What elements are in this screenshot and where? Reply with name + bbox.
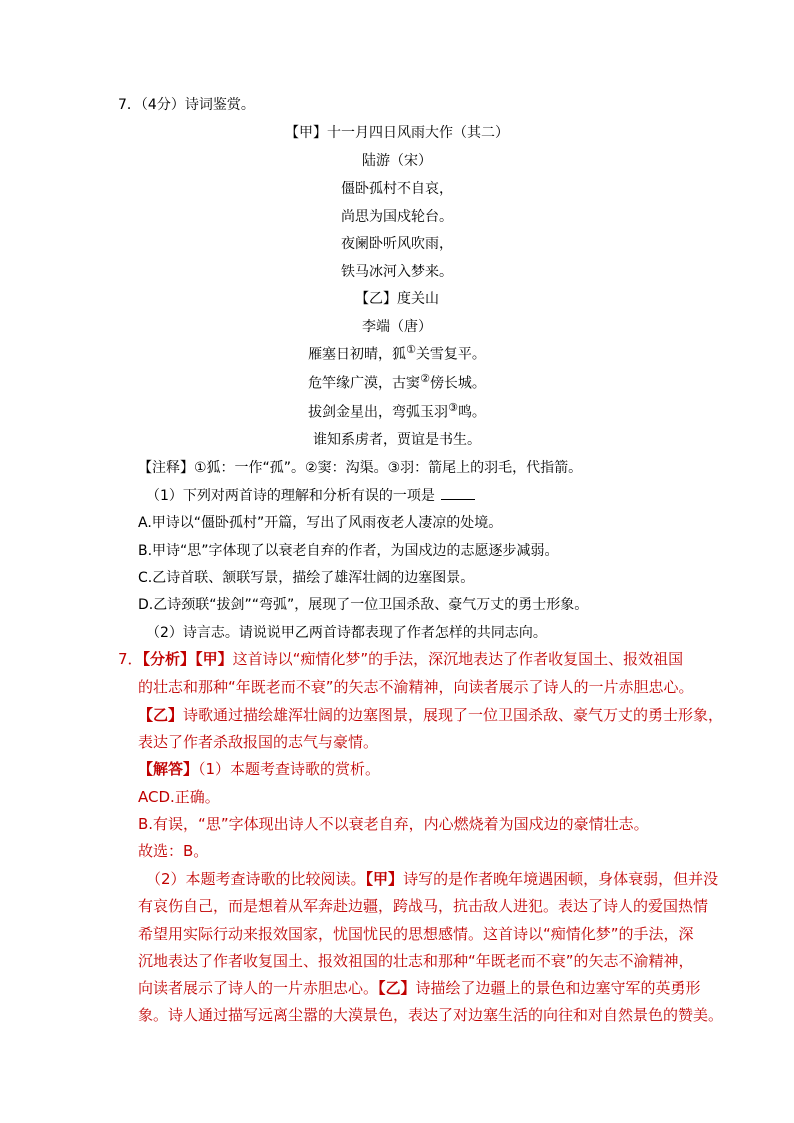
answer-p2-line-3: 希望用实际行动来报效国家，忧国忧民的思想感情。这首诗以“痴情化梦”的手法，深	[138, 925, 694, 943]
poem-a-author: 陆游（宋）	[362, 153, 432, 169]
poem-b-line-4: 谁知系虏者，贾谊是书生。	[313, 432, 481, 448]
poem-a-line-2: 尚思为国戍轮台。	[341, 209, 453, 225]
answer-analysis-line-2: 的壮志和那种“年既老而不衰”的矢志不渝精神，向读者展示了诗人的一片赤胆忠心。	[138, 678, 694, 696]
poem-b-line-2: 危竿缘广漠，古窦②傍长城。	[308, 372, 486, 392]
analysis-tag: 【分析】	[142, 650, 196, 668]
answer-solve-line-1: 【解答】（1）本题考查诗歌的赏析。	[138, 760, 381, 778]
footnote-marker-1: ①	[406, 343, 416, 356]
answer-solve-line-3: B.有误，“思”字体现出诗人不以衰老自弃，内心燃烧着为国戍边的豪情壮志。	[138, 815, 649, 833]
answer-p2-line-2: 有哀伤自己，而是想着从军奔赴边疆，跨战马，抗击敌人进犯。表达了诗人的爱国热情	[138, 897, 709, 915]
p2-poem-b-tag: 【乙】	[378, 979, 416, 997]
poem-b-line-1: 雁塞日初晴，狐①关雪复平。	[308, 343, 486, 363]
answer-analysis-line-1: 7．【分析】【甲】这首诗以“痴情化梦”的手法，深沉地表达了作者收复国土、报效祖国	[118, 650, 684, 668]
solve-tag: 【解答】	[138, 760, 199, 778]
answer-analysis-line-3: 【乙】诗歌通过描绘雄浑壮阔的边塞图景，展现了一位卫国杀敌、豪气万丈的勇士形象，	[138, 706, 724, 724]
poem-a-line-3: 夜阑卧听风吹雨，	[341, 236, 453, 252]
sub-question-2: （2）诗言志。请说说甲乙两首诗都表现了作者怎样的共同志向。	[146, 625, 547, 641]
poem-a-line-4: 铁马冰河入梦来。	[341, 264, 453, 280]
sub-question-1: （1）下列对两首诗的理解和分析有误的一项是	[146, 485, 475, 505]
poem-a-line-1: 僵卧孤村不自哀，	[341, 181, 453, 197]
option-b: B.甲诗“思”字体现了以衰老自弃的作者，为国戍边的志愿逐步减弱。	[138, 543, 559, 559]
answer-p2-line-1: （2）本题考查诗歌的比较阅读。【甲】诗写的是作者晚年境遇困顿，身体衰弱，但并没	[146, 870, 719, 888]
answer-blank	[441, 486, 475, 500]
poem-b-author: 李端（唐）	[362, 319, 432, 335]
answer-p2-line-4: 沉地表达了作者收复国土、报效祖国的壮志和那种“年既老而不衰”的矢志不渝精神，	[138, 952, 694, 970]
option-d: D.乙诗颈联“拔剑”“弯弧”，展现了一位卫国杀敌、豪气万丈的勇士形象。	[138, 597, 589, 613]
footnote-marker-2: ②	[420, 372, 430, 385]
p2-poem-a-tag: 【甲】	[365, 870, 404, 888]
poem-b-tag: 【乙】	[138, 706, 184, 724]
answer-solve-line-2: ACD.正确。	[138, 788, 220, 806]
answer-solve-line-4: 故选：B。	[138, 842, 209, 860]
annotation-note: 【注释】①狐：一作“孤”。②窦：沟渠。③羽：箭尾上的羽毛，代指箭。	[138, 460, 583, 476]
footnote-marker-3: ③	[448, 401, 458, 414]
question-heading: 7．（4分）诗词鉴赏。	[118, 97, 255, 113]
poem-a-tag: 【甲】	[195, 650, 233, 668]
answer-p2-line-6: 象。诗人通过描写远离尘嚣的大漠景色，表达了对边塞生活的向往和对自然景色的赞美。	[138, 1006, 724, 1024]
option-c: C.乙诗首联、颔联写景，描绘了雄浑壮阔的边塞图景。	[138, 570, 475, 586]
option-a: A.甲诗以“僵卧孤村”开篇，写出了风雨夜老人凄凉的处境。	[138, 515, 503, 531]
poem-b-line-3: 拔剑金星出，弯弧玉羽③鸣。	[308, 401, 486, 421]
answer-analysis-line-4: 表达了作者杀敌报国的志气与豪情。	[138, 733, 379, 751]
poem-a-title: 【甲】十一月四日风雨大作（其二）	[285, 125, 509, 141]
poem-b-title: 【乙】度关山	[355, 291, 439, 307]
answer-p2-line-5: 向读者展示了诗人的一片赤胆忠心。【乙】诗描绘了边疆上的景色和边塞守军的英勇形	[138, 979, 701, 997]
